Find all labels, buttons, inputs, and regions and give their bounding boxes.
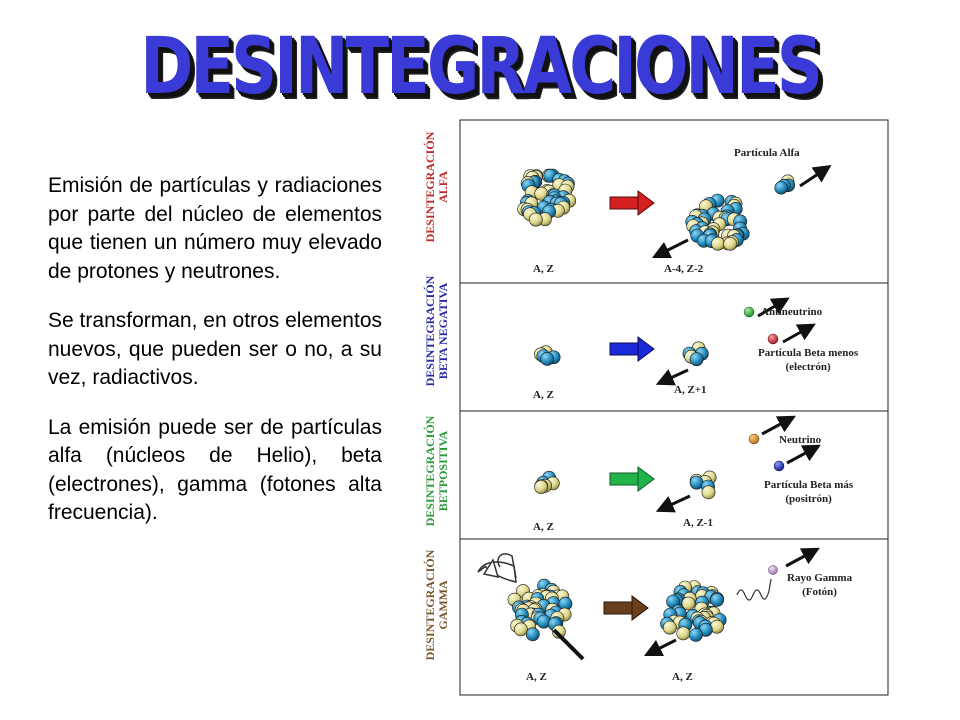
particle-label-positron: Partícula Beta más (positrón)	[764, 479, 854, 505]
emission-arrow-positron	[787, 449, 813, 463]
emission-arrow-electron	[783, 328, 808, 342]
parent-nucleus-gamma	[508, 579, 572, 641]
photon-particle	[769, 566, 778, 575]
neutron-sphere	[689, 628, 702, 641]
proton-sphere	[535, 480, 548, 493]
parent-nucleus-beta-minus	[534, 346, 560, 366]
neutron-sphere	[526, 628, 539, 641]
recoil-arrow-beta-minus	[664, 370, 688, 381]
transition-arrow-beta-minus	[610, 337, 654, 361]
daughter-nucleus-beta-minus	[683, 342, 709, 366]
nucleus-label-daughter-gamma: A, Z	[672, 671, 693, 683]
daughter-nucleus-alpha	[686, 194, 750, 250]
particle-label-electron: Partícula Beta menos (electrón)	[758, 347, 859, 373]
daughter-nucleus-beta-plus	[690, 471, 716, 499]
neutron-sphere	[775, 181, 788, 194]
proton-sphere	[514, 623, 527, 636]
gamma-stick	[554, 630, 583, 659]
side-label-beta-plus: DESINTEGRACIÓN BETPOSITIVA	[423, 415, 450, 527]
recoil-arrow-gamma	[652, 640, 676, 652]
proton-sphere	[711, 237, 724, 250]
paragraph-emission-types: La emisión puede ser de partículas alfa (núcleos de Helio), beta (electrones), gamma (fotones alta frecuencia).	[48, 415, 382, 524]
transition-arrow-gamma	[604, 596, 648, 620]
neutron-sphere	[690, 353, 703, 366]
proton-sphere	[663, 621, 676, 634]
neutron-sphere	[711, 593, 724, 606]
parent-nucleus-beta-plus	[535, 471, 560, 493]
transition-arrow-beta-plus	[610, 467, 654, 491]
side-label-gamma: DESINTEGRACIÓN GAMMA	[423, 549, 450, 661]
excitation-curve-icon	[478, 554, 516, 582]
page-title: DESINTEGRACIONES	[140, 22, 820, 113]
nucleus-label-parent-beta-minus: A, Z	[533, 389, 554, 401]
proton-sphere	[677, 627, 690, 640]
nucleus-label-parent-beta-plus: A, Z	[533, 521, 554, 533]
particle-label-antineutrino: Antineutrino	[761, 306, 823, 318]
paragraph-definition: Emisión de partículas y radiaciones por parte del núcleo de elementos que tienen un número muy elevado de protones y neutrones.	[48, 174, 382, 283]
gamma-wave-icon	[737, 579, 771, 600]
parent-nucleus-alpha	[518, 169, 576, 226]
alpha-particle	[775, 175, 795, 194]
emission-arrow-neutrino	[762, 420, 788, 434]
antineutrino-particle	[744, 307, 754, 317]
side-label-alpha: DESINTEGRACIÓN ALFA	[423, 131, 450, 243]
proton-sphere	[529, 213, 542, 226]
recoil-arrow-alpha	[660, 240, 688, 254]
nucleus-label-daughter-beta-plus: A, Z-1	[683, 517, 713, 529]
transition-arrow-alpha	[610, 191, 654, 215]
particle-label-alpha: Partícula Alfa	[734, 147, 800, 159]
neutron-sphere	[541, 352, 554, 365]
nucleus-label-parent-alpha: A, Z	[533, 263, 554, 275]
daughter-nucleus-gamma	[661, 581, 727, 642]
recoil-arrow-beta-plus	[664, 496, 690, 508]
neutrino-particle	[749, 434, 759, 444]
proton-sphere	[702, 486, 715, 499]
emission-arrow-alpha	[800, 170, 824, 186]
paragraph-transformation: Se transforman, en otros elementos nuevos, que pueden ser o no, a su vez, radiactivos.	[48, 309, 382, 389]
nucleus-label-daughter-beta-minus: A, Z+1	[674, 384, 707, 396]
nucleus-label-daughter-alpha: A-4, Z-2	[664, 263, 704, 275]
electron-particle	[768, 334, 778, 344]
particle-label-gamma: Rayo Gamma (Fotón)	[787, 572, 853, 598]
proton-sphere	[724, 237, 737, 250]
particle-label-neutrino: Neutrino	[779, 434, 822, 446]
gamma-ray-arrow	[786, 552, 812, 566]
positron-particle	[774, 461, 784, 471]
side-label-beta-minus: DESINTEGRACIÓN BETA NEGATIVA	[423, 275, 450, 387]
nucleus-label-parent-gamma: A, Z	[526, 671, 547, 683]
